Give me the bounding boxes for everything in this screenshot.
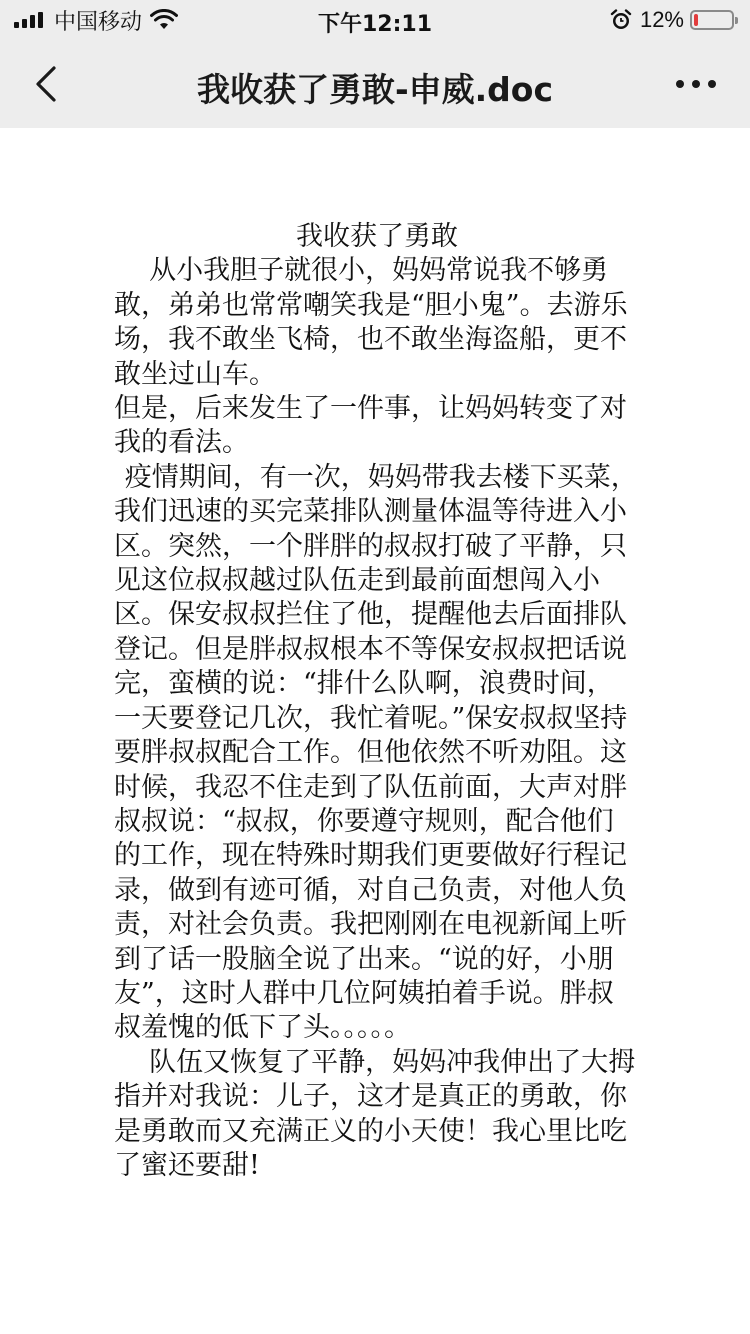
battery-icon (690, 10, 734, 30)
battery-percent: 12% (639, 7, 684, 32)
paragraph: 队伍又恢复了平静，妈妈冲我伸出了大拇指并对我说：儿子，这才是真正的勇敢，你是勇敢而又充满正义的小天使！我心里比吃了蜜还要甜! (114, 1046, 636, 1181)
paragraph: 从小我胆子就很小，妈妈常说我不够勇敢，弟弟也常常嘲笑我是“胆小鬼”。去游乐场，我不敢坐飞椅，也不敢坐海盗船，更不敢坐过山车。 (114, 255, 628, 390)
document-body (114, 220, 640, 1183)
status-right (610, 7, 734, 33)
document-heading: 我收获了勇敢 (296, 221, 458, 252)
paragraph: 但是，后来发生了一件事，让妈妈转变了对我的看法。 (114, 393, 627, 459)
chevron-left-icon[interactable] (28, 62, 68, 106)
more-horizontal-icon[interactable] (676, 78, 716, 90)
status-time: 下午12:11 (317, 12, 433, 37)
battery-level-fill (694, 14, 698, 26)
paragraph: 疫情期间，有一次，妈妈带我去楼下买菜，我们迅速的买完菜排队测量体温等待进入小区。突然，一个胖胖的叔叔打破了平静，只见这位叔叔越过队伍走到最前面想闯入小区。保安叔叔拦住了他，提醒他去后面排队登记。但是胖叔叔根本不等保安叔叔把话说完，蛮横的说：“排什么队啊，浪费时间，一天要登记几次，我忙着呢。”保安叔叔坚持要胖叔叔配合工作。但他依然不听劝阻。这时候，我忍不住走到了队伍前面，大声对胖叔叔说：“叔叔，你要遵守规则，配合他们的工作，现在特殊时期我们更要做好行程记录，做到有迹可循，对自己负责，对他人负责，对社会负责。我把刚刚在电视新闻上听到了话一股脑全说了出来。“说的好，小朋友”，这时人群中几位阿姨拍着手说。胖叔叔羞愧的低下了头。。。。。 (114, 461, 638, 1044)
document-file-title: 我收获了勇敢-申威.doc (196, 70, 554, 109)
alarm-clock-icon (610, 9, 632, 31)
status-bar (0, 0, 750, 40)
navigation-bar (0, 40, 750, 128)
carrier-name: 中国移动 (54, 9, 143, 35)
